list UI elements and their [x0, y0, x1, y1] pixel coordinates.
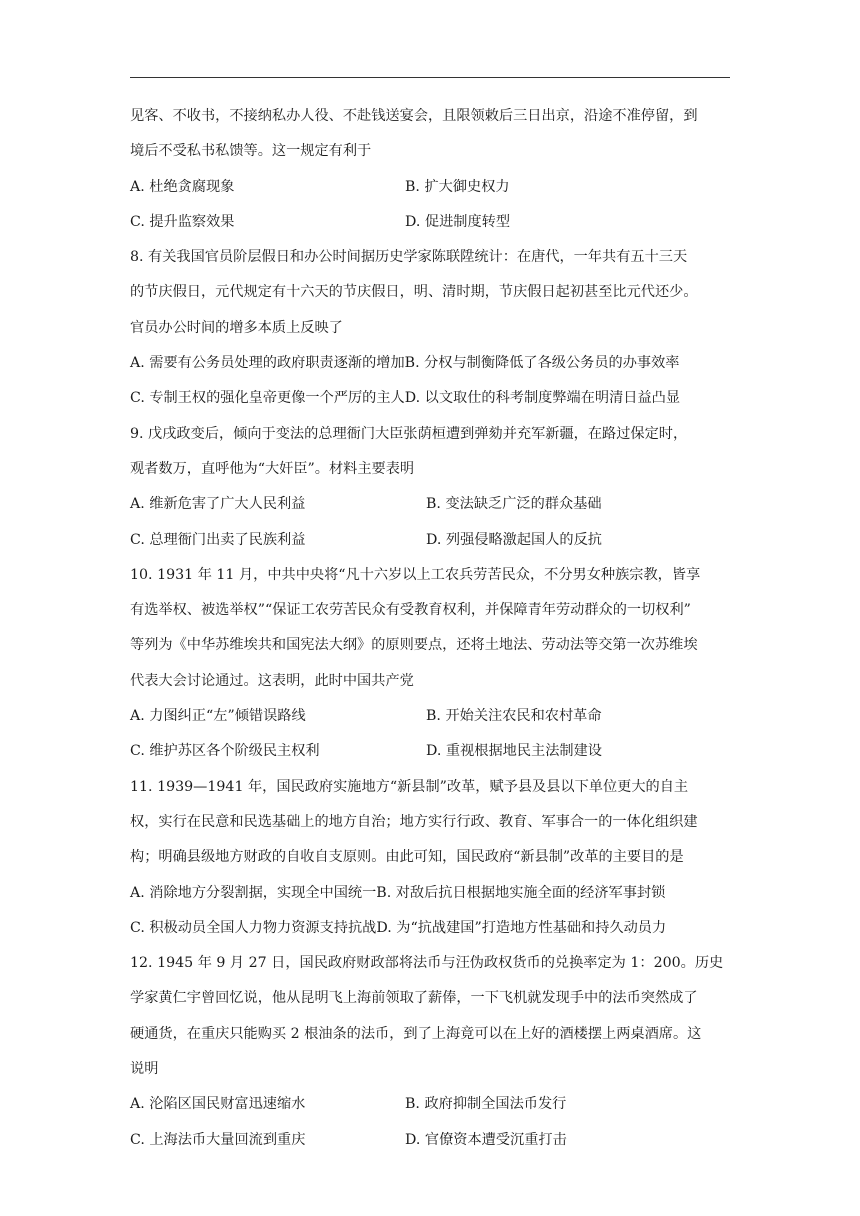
q8-option-a: A. 需要有公务员处理的政府职责逐渐的增加	[130, 355, 405, 372]
q7-stem-line: 境后不受私书私馈等。这一规定有利于	[130, 143, 372, 160]
q11-stem-line: 权，实行在民意和民选基础上的地方自治；地方实行行政、教育、军事合一的一体化组织建	[130, 813, 698, 830]
q7-options-row	[130, 178, 730, 213]
q11-option-d: D. 为“抗战建国”打造地方性基础和持久动员力	[376, 919, 667, 936]
q11-stem-line: 构；明确县级地方财政的自收自支原则。由此可知，国民政府“新县制”改革的主要目的是	[130, 849, 684, 866]
q11-option-b: B. 对敌后抗日根据地实施全面的经济军事封锁	[376, 884, 666, 901]
q12-options-row	[130, 1095, 730, 1130]
q9-stem-line: 9. 戊戌政变后，倾向于变法的总理衙门大臣张荫桓遭到弹劾并充军新疆，在路过保定时，	[130, 425, 688, 442]
q9-option-b: B. 变法缺乏广泛的群众基础	[426, 496, 602, 513]
q11-options-row	[130, 919, 730, 954]
q7-option-c: C. 提升监察效果	[130, 213, 235, 230]
q12-options-row	[130, 1131, 730, 1166]
q10-option-c: C. 维护苏区各个阶级民主权利	[130, 743, 320, 760]
q11-option-a: A. 消除地方分裂割据，实现全中国统一	[130, 884, 377, 901]
q11-option-c: C. 积极动员全国人力物力资源支持抗战	[130, 919, 377, 936]
q12-option-c: C. 上海法币大量回流到重庆	[130, 1131, 306, 1148]
q8-stem-line: 8. 有关我国官员阶层假日和办公时间据历史学家陈联陞统计：在唐代，一年共有五十三天	[130, 249, 688, 266]
q8-options-row	[130, 389, 730, 424]
q10-stem-line: 等列为《中华苏维埃共和国宪法大纲》的原则要点，还将土地法、劳动法等交第一次苏维埃	[130, 637, 698, 654]
q8-option-b: B. 分权与制衡降低了各级公务员的办事效率	[404, 355, 680, 372]
q8-option-c: C. 专制王权的强化皇帝更像一个严厉的主人	[130, 390, 405, 407]
q10-option-d: D. 重视根据地民主法制建设	[426, 743, 602, 760]
q10-option-b: B. 开始关注农民和农村革命	[426, 708, 602, 725]
q9-option-a: A. 维新危害了广大人民利益	[130, 496, 306, 513]
q12-option-a: A. 沦陷区国民财富迅速缩水	[130, 1096, 306, 1113]
q12-stem-line: 硬通货，在重庆只能购买 2 根油条的法币，到了上海竟可以在上好的酒楼摆上两桌酒席。这	[130, 1025, 702, 1042]
q10-stem-line: 有选举权、被选举权”“保证工农劳苦民众有受教育权利，并保障青年劳动群众的一切权利”	[130, 602, 691, 619]
header-rule	[130, 77, 730, 78]
q12-option-d: D. 官僚资本遭受沉重打击	[405, 1131, 567, 1148]
q10-options-row	[130, 742, 730, 777]
q9-option-d: D. 列强侵略激起国人的反抗	[426, 531, 602, 548]
q12-stem-line: 学家黄仁宇曾回忆说，他从昆明飞上海前领取了薪俸，一下飞机就发现手中的法币突然成了	[130, 990, 698, 1007]
q10-options-row	[130, 707, 730, 742]
q7-options-row	[130, 213, 730, 248]
q7-option-a: A. 杜绝贪腐现象	[130, 178, 235, 195]
q12-option-b: B. 政府抑制全国法币发行	[405, 1096, 567, 1113]
q10-stem-line: 10. 1931 年 11 月，中共中央将“凡十六岁以上工农兵劳苦民众，不分男女种族宗教，皆享	[130, 566, 701, 583]
q11-options-row	[130, 884, 730, 919]
q9-options-row	[130, 495, 730, 530]
q10-stem-line: 代表大会讨论通过。这表明，此时中国共产党	[130, 672, 414, 689]
q7-stem-line: 见客、不收书，不接纳私办人役、不赴钱送宴会，且限领敕后三日出京，沿途不准停留，到	[130, 108, 698, 124]
q9-stem-line: 观者数万，直呼他为“大奸臣”。材料主要表明	[130, 460, 415, 477]
q8-options-row	[130, 354, 730, 389]
q12-stem-line: 12. 1945 年 9 月 27 日，国民政府财政部将法币与汪伪政权货币的兑换率定为 1：200。历史	[130, 955, 724, 972]
q9-options-row	[130, 531, 730, 566]
q8-stem-line: 的节庆假日，元代规定有十六天的节庆假日，明、清时期，节庆假日起初甚至比元代还少。	[130, 284, 698, 301]
q8-stem-line: 官员办公时间的增多本质上反映了	[130, 319, 343, 336]
q10-option-a: A. 力图纠正“左”倾错误路线	[130, 708, 306, 725]
q12-stem-line: 说明	[130, 1061, 159, 1078]
q7-option-d: D. 促进制度转型	[405, 213, 511, 230]
exam-page	[130, 107, 730, 1166]
q11-stem-line: 11. 1939—1941 年，国民政府实施地方“新县制”改革，赋予县及县以下单位更大的自主	[130, 778, 689, 795]
q7-option-b: B. 扩大御史权力	[405, 178, 510, 195]
q9-option-c: C. 总理衙门出卖了民族利益	[130, 531, 306, 548]
q8-option-d: D. 以文取仕的科考制度弊端在明清日益凸显	[404, 390, 681, 407]
